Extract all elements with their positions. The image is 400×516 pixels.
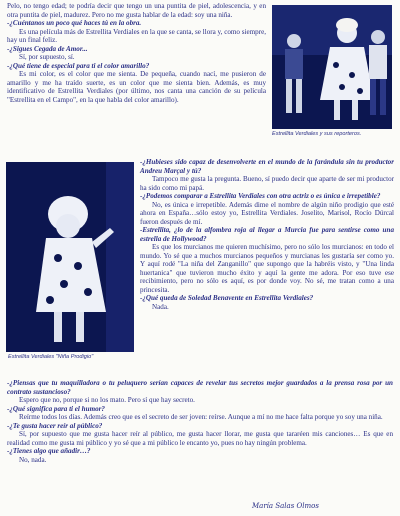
answer-3: Es mi color, es el color que me sienta. De pequeña, cuando nací, me pusieron de amarillo y me ha traído suerte, es un color que me sienta bien. Además, es muy identificativo de Estrellita Verdiales (por último, nos canta una canción de su película "Estrellita en el Campo", en la que habla del color amarillo). bbox=[7, 70, 266, 104]
question-1: -¿Cuéntanos un poco qué haces tú en la obra. bbox=[7, 19, 142, 27]
question-7: -¿Qué queda de Soledad Benavente en Estrellita Verdiales? bbox=[140, 294, 314, 302]
answer-10: Sí, por supuesto que me gusta hacer reír al público, me gusta hacer llorar, me gusta que tararéen mis canciones… Es que en realidad como me gusta mi público y yo sé que a mi público le encanto yo, pues no hay ningún problema. bbox=[7, 430, 393, 447]
answer-4: Tampoco me gusta la pregunta. Bueno, sí puedo decir que aparte de ser mi productor ha sido como mi papá. bbox=[140, 175, 394, 192]
question-6: -Estrellita, ¿lo de la alfombra roja al llegar a Murcia fue para sentirse como una estrella de Hollywood? bbox=[140, 226, 394, 243]
caption-right-photo: Estrellita Verdiales y sus reporteros. bbox=[272, 131, 362, 137]
question-9: -¿Qué significa para ti el humor? bbox=[7, 404, 105, 413]
question-3: -¿Qué tiene de especial para ti el color amarillo? bbox=[7, 61, 150, 70]
intro-paragraph: Pelo, no tengo edad; te podría decir que tengo un una puntita de piel, adolescencia, y en otra puntita de piel, madurez. Pero no me gusta hablar de la edad: soy una niña. bbox=[7, 2, 266, 19]
author-signature: María Salas Olmos bbox=[252, 502, 319, 510]
right-text-column bbox=[140, 158, 394, 311]
photo-estrellita-reporters bbox=[272, 5, 392, 129]
top-text-column bbox=[7, 2, 266, 104]
question-11: -¿Tienes algo que añadir…? bbox=[7, 447, 91, 455]
answer-1: Es una película más de Estrellita Verdiales en la que se canta, se llora y, como siempre, hay un final feliz. bbox=[7, 27, 266, 44]
question-2: -¿Sigues Cegada de Amor... bbox=[7, 44, 88, 53]
answer-2: Sí, por supuesto, sí. bbox=[19, 53, 75, 61]
answer-6: Es que los murcianos me quieren muchísimo, pero no sólo los murcianos: en todo el mundo. Yo sé que a muchos murcianos pequeños y murcianas les gustaría ser como yo. Y aquí rodé "La niña del Zanganillo" que supongo que la habréis visto, y "Una linda huertanica" que tuvieron mucho éxito y aquí la gente me adora. Por eso tuve ese recibimiento, pero no sólo es aquí, es por donde voy. No sé, me tratan como a una princesita. bbox=[140, 243, 394, 294]
question-5: -¿Podemos comparar a Estrellita Verdiales con otra actriz o es única e irrepetible? bbox=[140, 192, 381, 200]
question-10: -¿Te gusta hacer reír al público? bbox=[7, 421, 103, 430]
nina-prodigio-illustration bbox=[6, 162, 134, 352]
caption-left-photo: Estrellita Verdiales "Niña Prodigio" bbox=[8, 354, 94, 360]
answer-5: No, es única e irrepetible. Además dime el nombre de algún niño prodigio que esté ahora en España…sólo estoy yo, Estrellita Verdiales. Joselito, Marisol, Rocío Dúrcal fueron después de mí. bbox=[140, 200, 394, 226]
answer-8: Espero que no, porque si no los mato. Pero sí que hay secreto. bbox=[19, 396, 195, 404]
answer-11: No, nada. bbox=[19, 455, 47, 464]
answer-7: Nada. bbox=[152, 302, 169, 311]
answer-9: Reírme todos los días. Además creo que es el secreto de ser joven: reírse. Aunque a mí no me hace falta porque yo soy una niña. bbox=[19, 413, 383, 421]
bottom-text-column bbox=[7, 379, 393, 464]
question-8: -¿Piensas que tu maquilladora o tu peluquero serían capaces de revelar tus secretos mejor guardados a la prensa rosa por un contrato sustancioso? bbox=[7, 379, 393, 396]
reporters-photo-illustration bbox=[272, 5, 392, 129]
question-4: -¿Hubieses sido capaz de desenvolverte en el mundo de la farándula sin tu productor Andreu Marçal y tú? bbox=[140, 158, 394, 175]
photo-nina-prodigio bbox=[6, 162, 134, 352]
